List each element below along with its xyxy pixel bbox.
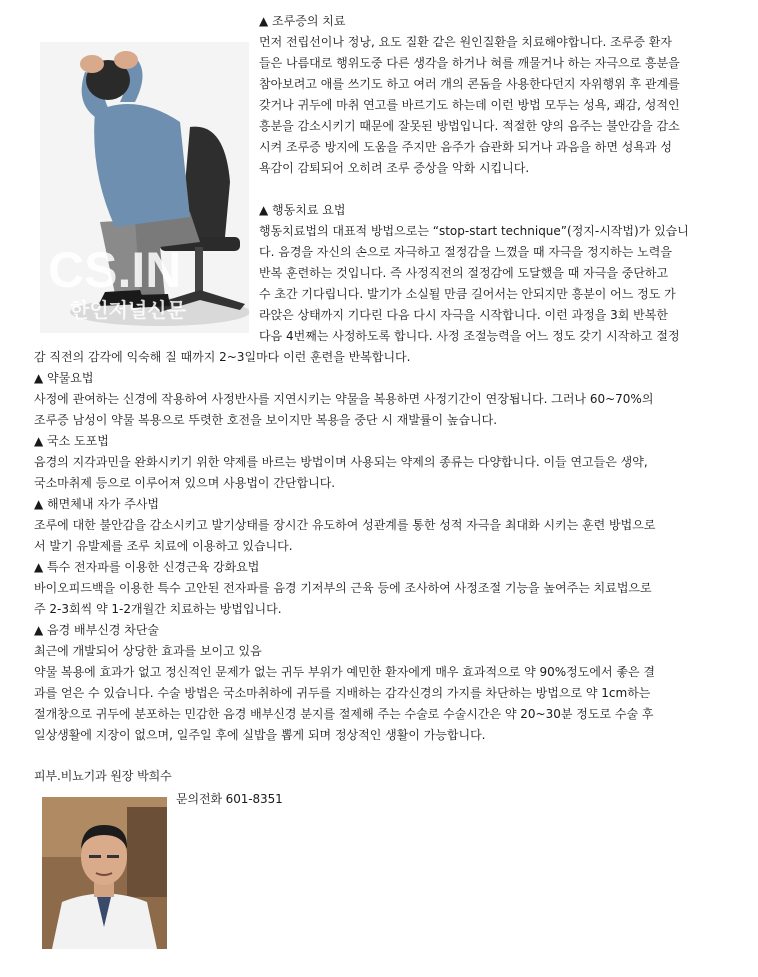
paragraph-line: 일상생활에 지장이 없으며, 일주일 후에 실밥을 뽑게 되며 정상적인 생활이 가능합니다.	[34, 728, 486, 742]
section-heading: ▲ 특수 전자파를 이용한 신경근육 강화요법	[34, 560, 260, 574]
section-heading: ▲ 약물요법	[34, 371, 94, 385]
blank-line	[259, 179, 689, 200]
paragraph-line: 과를 얻은 수 있습니다. 수술 방법은 국소마취하에 귀두를 지배하는 감각신경의 가지를 차단하는 방법으로 약 1cm하는	[34, 686, 651, 700]
stressed-man-photo	[40, 42, 249, 333]
paragraph-line: 최근에 개발되어 상당한 효과를 보이고 있음	[34, 644, 262, 658]
section-heading: ▲ 해면체내 자가 주사법	[34, 497, 160, 511]
paragraph-line: 시켜 조루증 방지에 도움을 주지만 음주가 습관화 되거나 과음을 하면 성욕과 성	[259, 140, 672, 154]
paragraph-line: 조루증 남성이 약물 복용으로 뚜렷한 호전을 보이지만 복용을 중단 시 재발률이 높습니다.	[34, 413, 498, 427]
paragraph-line: 감 직전의 감각에 익숙해 질 때까지 2~3일마다 이런 훈련을 반복합니다.	[34, 350, 411, 364]
paragraph-line: 갖거나 귀두에 마취 연고를 바르기도 하는데 이런 방법 모두는 성욕, 쾌감, 성적인	[259, 98, 680, 112]
paragraph-line: 조루에 대한 불안감을 감소시키고 발기상태를 장시간 유도하여 성관계를 통한 성적 자극을 최대화 시키는 훈련 방법으로	[34, 518, 656, 532]
paragraph-line: 국소마취제 등으로 이루어져 있으며 사용법이 간단합니다.	[34, 476, 336, 490]
paragraph-line: 흥분을 감소시키기 때문에 잘못된 방법입니다. 적절한 양의 음주는 불안감을 감소	[259, 119, 680, 133]
paragraph-line: 참아보려고 애를 쓰기도 하고 여러 개의 콘돔을 사용한다던지 자위행위 후 관계를	[259, 77, 680, 91]
top-article-column	[259, 11, 689, 347]
main-article-body	[34, 347, 655, 746]
paragraph-line: 바이오피드백을 이용한 특수 고안된 전자파를 음경 기저부의 근육 등에 조사하여 사정조절 기능을 높여주는 치료법으로	[34, 581, 652, 595]
section-heading: ▲ 행동치료 요법	[259, 203, 346, 217]
paragraph-line: 욕감이 감퇴되어 오히려 조루 증상을 악화 시킵니다.	[259, 161, 530, 175]
watermark-logo: CS.IN	[48, 242, 182, 298]
paragraph-line: 다. 음경을 자신의 손으로 자극하고 절정감을 느꼈을 때 자극을 정지하는 노력을	[259, 245, 672, 259]
section-heading: ▲ 음경 배부신경 차단술	[34, 623, 160, 637]
paragraph-line: 행동치료법의 대표적 방법으로는 “stop-start technique”(정지-시작법)가 있습니	[259, 224, 689, 238]
paragraph-line: 다음 4번째는 사정하도록 합니다. 사정 조절능력을 어느 정도 갖기 시작하고 절정	[259, 329, 680, 343]
paragraph-line: 먼저 전립선이나 정낭, 요도 질환 같은 원인질환을 치료해야합니다. 조루증 환자	[259, 35, 672, 49]
section-heading: ▲ 조루증의 치료	[259, 14, 346, 28]
paragraph-line: 약물 복용에 효과가 없고 정신적인 문제가 없는 귀두 부위가 예민한 환자에게 매우 효과적으로 약 90%정도에서 좋은 결	[34, 665, 655, 679]
paragraph-line: 수 초간 기다립니다. 발기가 소실될 만큼 길어서는 안되지만 흥분이 어느 정도 가	[259, 287, 676, 301]
paragraph-line: 서 발기 유발제를 조루 치료에 이용하고 있습니다.	[34, 539, 293, 553]
paragraph-line: 사정에 관여하는 신경에 작용하여 사정반사를 지연시키는 약물을 복용하면 사정기간이 연장됩니다. 그러나 60~70%의	[34, 392, 654, 406]
paragraph-line: 음경의 지각과민을 완화시키기 위한 약제를 바르는 방법이며 사용되는 약제의 종류는 다양합니다. 이들 연고들은 생약,	[34, 455, 648, 469]
doctor-portrait-photo	[42, 797, 167, 949]
contact-phone: 문의전화 601-8351	[176, 792, 283, 806]
paragraph-line: 들은 나름대로 행위도중 다른 생각을 하거나 혀를 깨물거나 하는 자극으로 흥분을	[259, 56, 680, 70]
watermark-newspaper-name: 한인저널신문	[70, 298, 186, 322]
paragraph-line: 반복 훈련하는 것입니다. 즉 사정직전의 절정감에 도달했을 때 자극을 중단하고	[259, 266, 669, 280]
paragraph-line: 주 2-3회씩 약 1-2개월간 치료하는 방법입니다.	[34, 602, 282, 616]
paragraph-line: 라앉은 상태까지 기다린 다음 다시 자극을 시작합니다. 이런 과정을 3회 반복한	[259, 308, 668, 322]
section-heading: ▲ 국소 도포법	[34, 434, 109, 448]
paragraph-line: 절개창으로 귀두에 분포하는 민감한 음경 배부신경 분지를 절제해 주는 수술로 수술시간은 약 20~30분 정도로 수술 후	[34, 707, 654, 721]
author-signature: 피부.비뇨기과 원장 박희수	[34, 769, 172, 783]
